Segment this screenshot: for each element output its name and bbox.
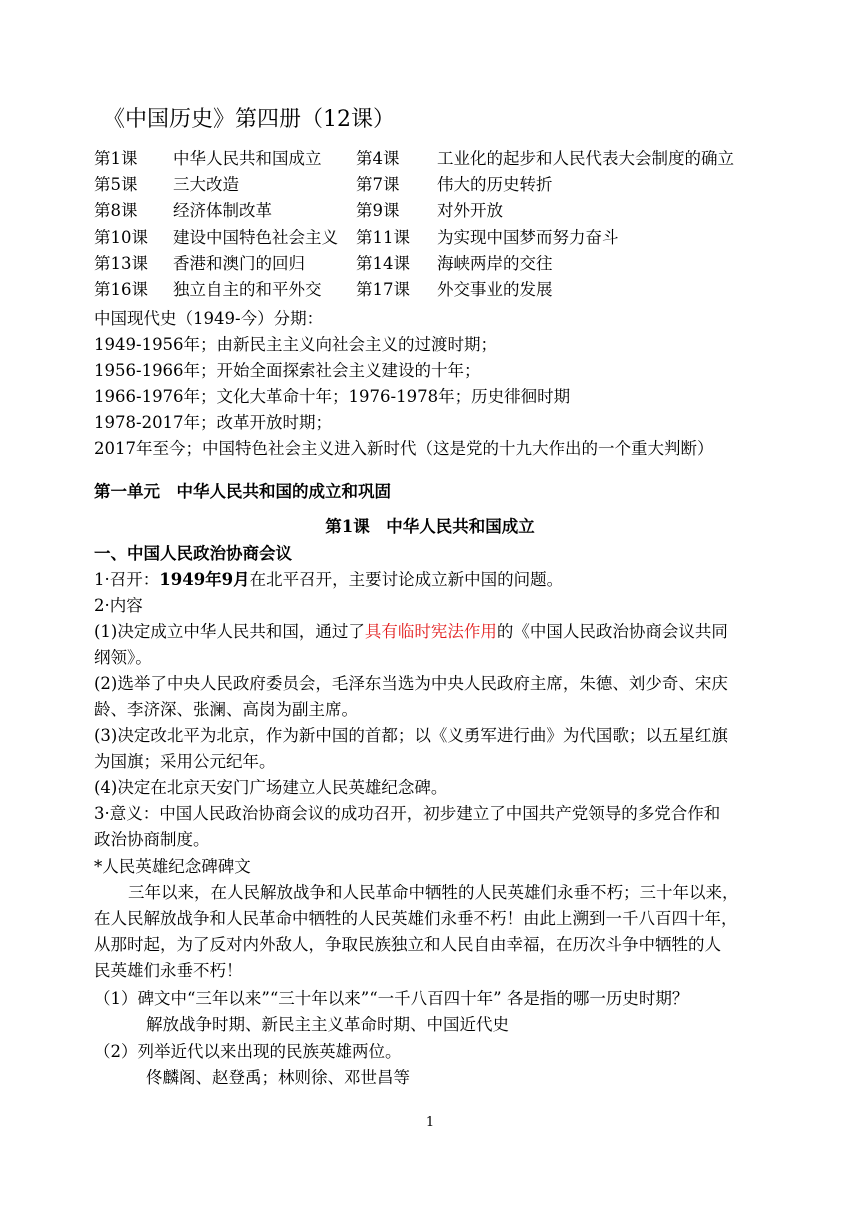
lesson-number: 第16课 bbox=[94, 279, 148, 299]
significance-paragraph: 3·意义：中国人民政治协商会议的成功召开，初步建立了中国共产党领导的多党合作和 bbox=[94, 804, 721, 823]
content-paragraph-continued: 为国旗；采用公元纪年。 bbox=[94, 752, 276, 771]
lesson-table bbox=[94, 148, 774, 305]
inscription-line: 从那时起，为了反对内外敌人，争取民族独立和人民自由幸福，在历次斗争中牺牲的人 bbox=[94, 935, 721, 954]
question: （2）列举近代以来出现的民族英雄两位。 bbox=[94, 1042, 402, 1061]
periods-heading: 中国现代史（1949-今）分期： bbox=[94, 309, 324, 328]
lesson-number: 第14课 bbox=[356, 253, 410, 273]
period-item: 1956-1966年；开始全面探索社会主义建设的十年； bbox=[94, 361, 481, 380]
lesson-row bbox=[94, 148, 774, 174]
paragraph-text: (1)决定成立中华人民共和国，通过了 bbox=[94, 622, 365, 641]
paragraph-text: 的《中国人民政治协商会议共同 bbox=[496, 622, 728, 641]
inscription-line: 三年以来，在人民解放战争和人民革命中牺牲的人民英雄们永垂不朽；三十年以来， bbox=[128, 883, 739, 902]
lesson-row bbox=[94, 279, 774, 305]
answer: 佟麟阁、赵登禹；林则徐、邓世昌等 bbox=[146, 1068, 410, 1087]
lesson-title: 工业化的起步和人民代表大会制度的确立 bbox=[437, 149, 734, 168]
content-paragraph: (3)决定改北平为北京，作为新中国的首都；以《义勇军进行曲》为代国歌；以五星红旗 bbox=[94, 726, 728, 745]
lesson-row bbox=[94, 253, 774, 279]
lesson-title: 海峡两岸的交往 bbox=[437, 253, 553, 273]
item-content-label: 2·内容 bbox=[94, 596, 143, 615]
lesson-title: 三大改造 bbox=[173, 175, 239, 195]
item-label: 1·召开： bbox=[94, 570, 160, 589]
inscription-line: 在人民解放战争和人民革命中牺牲的人民英雄们永垂不朽！由此上溯到一千八百四十年， bbox=[94, 909, 738, 928]
lesson-number: 第17课 bbox=[356, 279, 410, 299]
lesson-number: 第7课 bbox=[356, 175, 400, 195]
monument-heading: *人民英雄纪念碑碑文 bbox=[94, 857, 251, 876]
content-paragraph-continued: 纲领》。 bbox=[94, 648, 152, 667]
content-paragraph: (4)决定在北京天安门广场建立人民英雄纪念碑。 bbox=[94, 778, 448, 797]
document-title: 《中国历史》第四册（12课） bbox=[103, 107, 395, 132]
lesson-number: 第4课 bbox=[356, 149, 400, 168]
period-item: 2017年至今；中国特色社会主义进入新时代（这是党的十九大作出的一个重大判断） bbox=[94, 439, 714, 458]
lesson-number: 第1课 bbox=[94, 149, 138, 168]
lesson-number: 第13课 bbox=[94, 253, 148, 273]
item-date: 1949年9月 bbox=[159, 570, 250, 589]
lesson-title: 外交事业的发展 bbox=[437, 279, 553, 299]
lesson-row bbox=[94, 200, 774, 226]
content-paragraph bbox=[94, 621, 728, 643]
content-paragraph-continued: 龄、李济深、张澜、高岗为副主席。 bbox=[94, 700, 358, 719]
lesson-title: 中华人民共和国成立 bbox=[173, 149, 322, 168]
inscription-line: 民英雄们永垂不朽！ bbox=[94, 961, 243, 980]
lesson-number: 第8课 bbox=[94, 201, 138, 221]
lesson-row bbox=[94, 174, 774, 200]
lesson-title: 香港和澳门的回归 bbox=[173, 253, 305, 273]
lesson-number: 第10课 bbox=[94, 227, 148, 247]
question: （1）碑文中“三年以来”“三十年以来”“一千八百四十年” 各是指的哪一历史时期？ bbox=[94, 989, 689, 1008]
item-text: 在北平召开，主要讨论成立新中国的问题。 bbox=[249, 570, 564, 589]
item-convening bbox=[94, 569, 563, 591]
lesson-title: 为实现中国梦而努力奋斗 bbox=[437, 227, 619, 247]
lesson-title: 建设中国特色社会主义 bbox=[173, 227, 338, 247]
answer: 解放战争时期、新民主主义革命时期、中国近代史 bbox=[146, 1015, 509, 1034]
lesson-title: 伟大的历史转折 bbox=[437, 175, 553, 195]
section-heading: 一、中国人民政治协商会议 bbox=[94, 544, 292, 563]
lesson-row bbox=[94, 227, 774, 253]
lesson-title: 经济体制改革 bbox=[173, 201, 272, 221]
period-item: 1978-2017年；改革开放时期； bbox=[94, 413, 333, 432]
highlighted-text: 具有临时宪法作用 bbox=[364, 622, 497, 641]
lesson-number: 第11课 bbox=[356, 227, 410, 247]
lesson-number: 第9课 bbox=[356, 201, 400, 221]
period-item: 1966-1976年；文化大革命十年；1976-1978年；历史徘徊时期 bbox=[94, 387, 571, 406]
page-number: 1 bbox=[425, 1115, 435, 1130]
period-item: 1949-1956年；由新民主主义向社会主义的过渡时期； bbox=[94, 335, 498, 354]
content-paragraph: (2)选举了中央人民政府委员会，毛泽东当选为中央人民政府主席，朱德、刘少奇、宋庆 bbox=[94, 674, 728, 693]
lesson-heading: 第1课 中华人民共和国成立 bbox=[325, 517, 535, 536]
unit-heading: 第一单元 中华人民共和国的成立和巩固 bbox=[94, 482, 391, 501]
lesson-title: 独立自主的和平外交 bbox=[173, 279, 322, 299]
significance-paragraph-continued: 政治协商制度。 bbox=[94, 830, 210, 849]
lesson-title: 对外开放 bbox=[437, 201, 503, 221]
lesson-number: 第5课 bbox=[94, 175, 138, 195]
